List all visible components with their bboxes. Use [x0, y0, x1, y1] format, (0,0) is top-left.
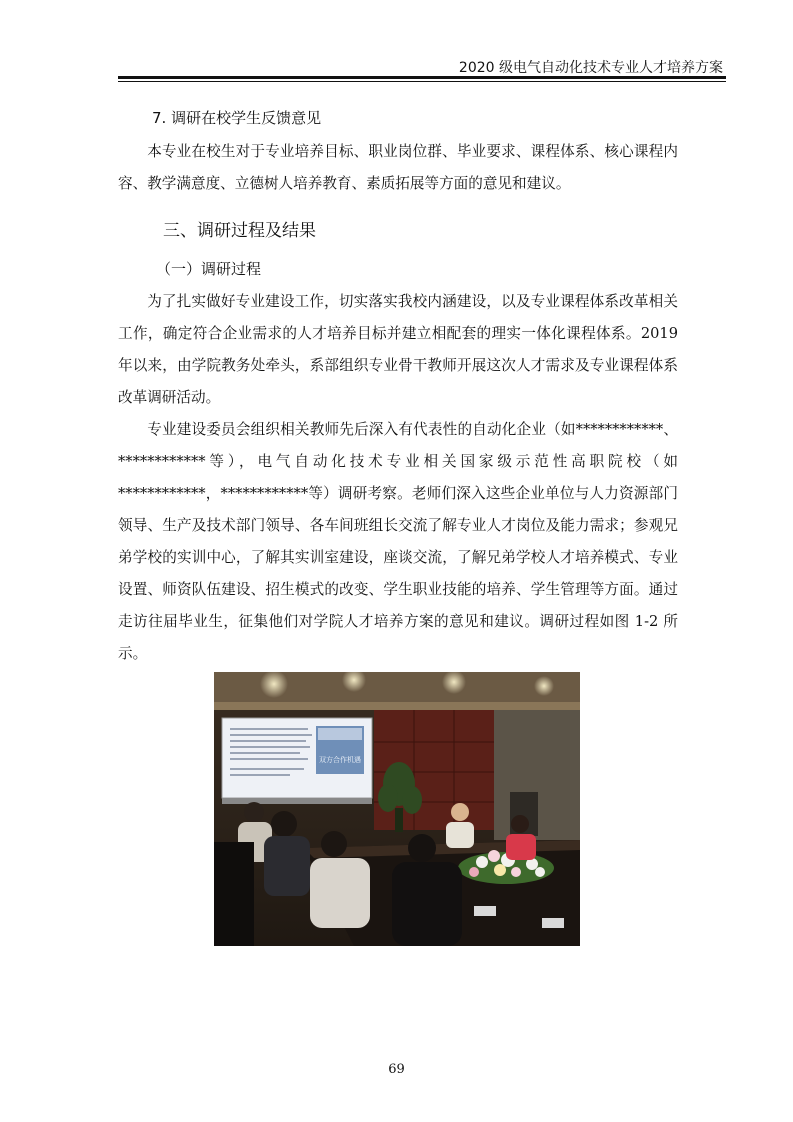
header-rule: [118, 76, 726, 79]
paragraph-2: 专业建设委员会组织相关教师先后深入有代表性的自动化企业（如************、************等），电气自动化技术专业相关国家级示范性高职院校（如************，************等）调研考察。老师们深入这些企业单位与人力资源部门领导、生产及技术部门领导、各车间班组长交流了解专业人才岗位及能力需求；参观兄弟学校的实训中心，了解其实训室建设，座谈交流，了解兄弟学校人才培养模式、专业设置、师资队伍建设、招生模式的改变、学生职业技能的培养、学生管理等方面。通过走访往届毕业生，征集他们对学院人才培养方案的意见和建议。调研过程如图 1-2 所示。: [118, 421, 678, 662]
header-title: 2020 级电气自动化技术专业人才培养方案: [458, 60, 723, 76]
meeting-photo: [214, 672, 580, 946]
header-rule-thin: [118, 81, 726, 82]
subsection-heading: （一）调研过程: [156, 260, 262, 278]
section-7-paragraph: 本专业在校生对于专业培养目标、职业岗位群、毕业要求、课程体系、核心课程内容、教学满意度、立德树人培养教育、素质拓展等方面的意见和建议。: [118, 143, 678, 192]
slide-caption: 双方合作机遇: [319, 756, 361, 764]
section-3-heading: 三、调研过程及结果: [163, 221, 316, 241]
page-number: 69: [388, 1062, 405, 1077]
paragraph-1: 为了扎实做好专业建设工作，切实落实我校内涵建设，以及专业课程体系改革相关工作，确定符合企业需求的人才培养目标并建立相配套的理实一体化课程体系。2019 年以来，由学院教务处牵头，系部组织专业骨干教师开展这次人才需求及专业课程体系改革调研活动。: [118, 293, 678, 406]
section-7-heading: 7. 调研在校学生反馈意见: [152, 109, 322, 127]
